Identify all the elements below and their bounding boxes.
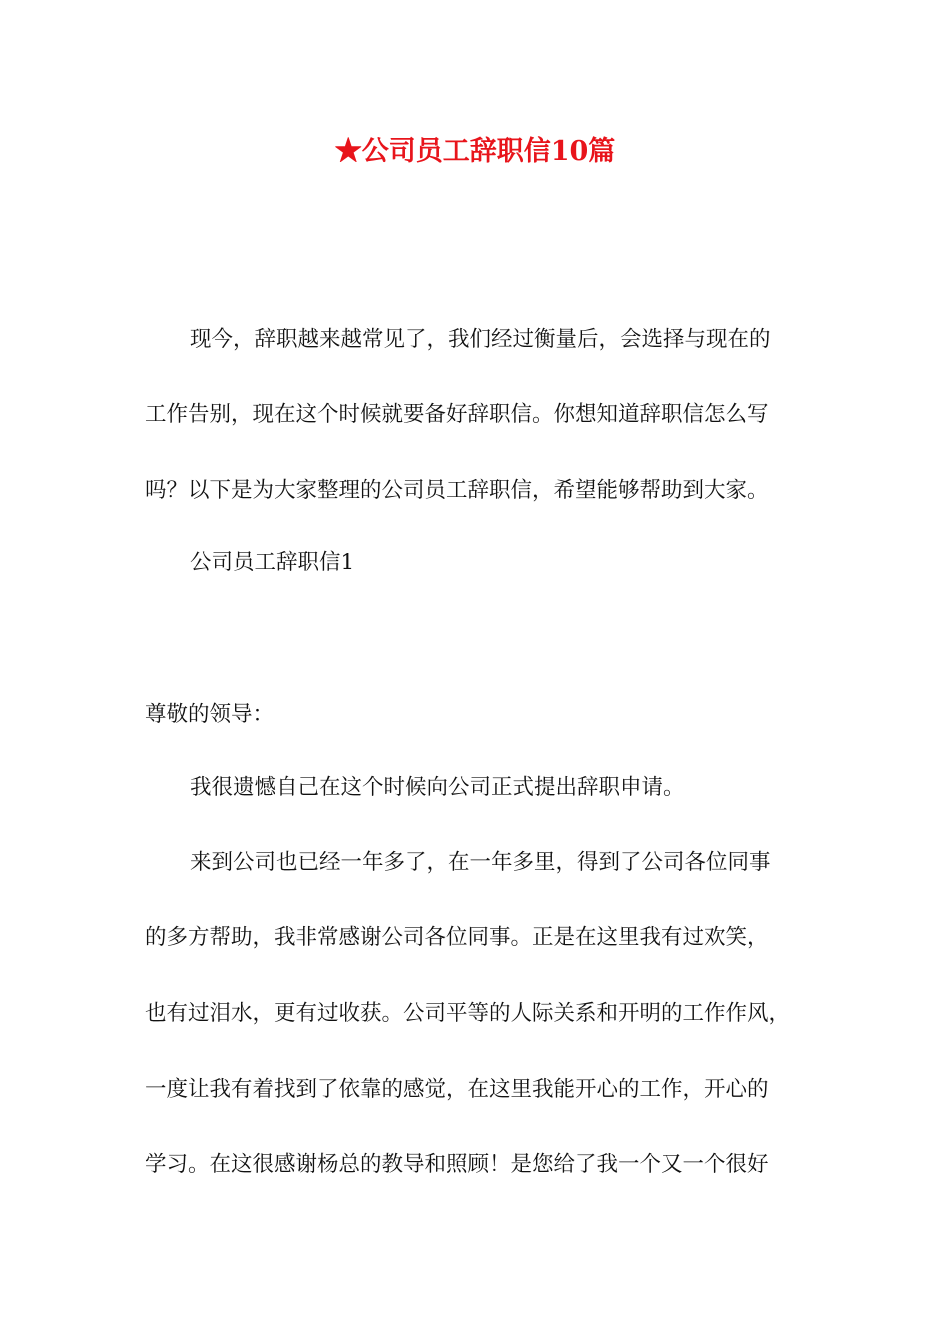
body-line-6: 学习。在这很感谢杨总的教导和照顾！是您给了我一个又一个很好 [145,1152,769,1177]
intro-line-1: 现今，辞职越来越常见了，我们经过衡量后，会选择与现在的 [190,327,771,352]
body-line-1: 我很遗憾自己在这个时候向公司正式提出辞职申请。 [190,775,685,800]
document-title: ★公司员工辞职信10篇 [334,136,616,167]
salutation: 尊敬的领导： [145,702,275,727]
body-line-2: 来到公司也已经一年多了，在一年多里，得到了公司各位同事 [190,850,771,875]
section-heading: 公司员工辞职信1 [190,550,355,575]
body-line-5: 一度让我有着找到了依靠的感觉，在这里我能开心的工作，开心的 [145,1077,769,1102]
intro-line-3: 吗？以下是为大家整理的公司员工辞职信，希望能够帮助到大家。 [145,478,769,503]
body-line-3: 的多方帮助，我非常感谢公司各位同事。正是在这里我有过欢笑， [145,925,769,950]
intro-line-2: 工作告别，现在这个时候就要备好辞职信。你想知道辞职信怎么写 [145,402,769,427]
body-line-4: 也有过泪水，更有过收获。公司平等的人际关系和开明的工作作风， [145,1001,791,1026]
